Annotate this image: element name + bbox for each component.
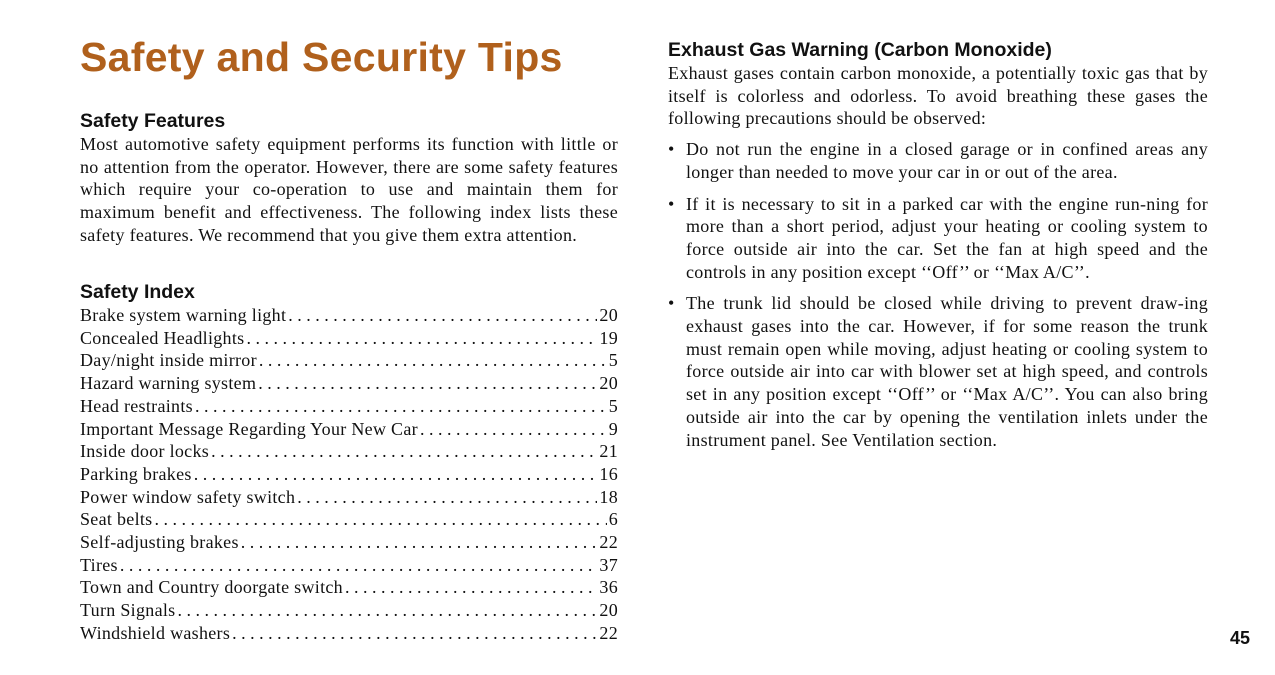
index-page: 20: [599, 600, 618, 621]
page-title: Safety and Security Tips: [80, 34, 563, 80]
index-label: Self-adjusting brakes: [80, 532, 239, 553]
dot-leader: [177, 599, 597, 622]
safety-index-section: [80, 280, 618, 645]
index-entry: [80, 463, 618, 486]
dot-leader: [232, 622, 597, 645]
dot-leader: [241, 531, 598, 554]
index-entry: [80, 622, 618, 645]
index-label: Tires: [80, 554, 118, 575]
dot-leader: [246, 327, 597, 350]
index-label: Seat belts: [80, 509, 153, 530]
index-entry: [80, 554, 618, 577]
index-entry: [80, 349, 618, 372]
dot-leader: [345, 576, 597, 599]
index-page: 9: [608, 418, 618, 439]
index-label: Brake system warning light: [80, 305, 287, 325]
index-entry: [80, 440, 618, 463]
dot-leader: [259, 349, 607, 372]
dot-leader: [195, 395, 607, 418]
index-label: Power window safety switch: [80, 486, 296, 507]
index-label: Day/night inside mirror: [80, 350, 257, 371]
precaution-text: The trunk lid should be closed while driving to prevent draw-ing exhaust gases into the car. However, if for some reason the trunk must remain open while moving, adjust heating or cooling system to force outside air into car with blower set at high speed, and controls set in any position except ‘‘Off’’ or ‘‘Max A/C’’. You can also bring outside air into the car by opening the ventilation inlets under the instrument panel. See Ventilation section.: [686, 293, 1208, 450]
index-label: Important Message Regarding Your New Car: [80, 418, 418, 439]
safety-features-heading: Safety Features: [80, 110, 226, 132]
dot-leader: [297, 486, 597, 509]
dot-leader: [155, 508, 607, 531]
index-page: 22: [599, 532, 618, 553]
index-page: 20: [599, 305, 618, 325]
precaution-text: If it is necessary to sit in a parked car with the engine run-ning for more than a short period, adjust your heating or cooling system to force outside air into the car. Set the fan at high speed and the controls in any position except ‘‘Off’’ or ‘‘Max A/C’’.: [686, 193, 1208, 282]
index-page: 6: [608, 509, 618, 530]
index-entry: [80, 304, 618, 327]
index-label: Inside door locks: [80, 441, 210, 462]
index-entry: [80, 508, 618, 531]
index-page: 5: [608, 395, 618, 416]
precaution-item: [668, 292, 1208, 451]
safety-features-section: [80, 109, 618, 247]
index-entry: [80, 531, 618, 554]
index-page: 16: [599, 463, 618, 484]
index-page: 36: [599, 577, 618, 598]
exhaust-heading: Exhaust Gas Warning (Carbon Monoxide): [668, 39, 1052, 61]
index-page: 20: [599, 373, 618, 394]
precaution-text: Do not run the engine in a closed garage or in confined areas any longer than needed to move your car in or out of the area.: [686, 139, 1208, 182]
index-label: Parking brakes: [80, 463, 192, 484]
index-page: 21: [599, 441, 618, 462]
index-entry: [80, 486, 618, 509]
bullet-icon: •: [668, 139, 675, 160]
index-entry: [80, 395, 618, 418]
bullet-icon: •: [668, 293, 675, 314]
index-entry: [80, 418, 618, 441]
index-label: Town and Country doorgate switch: [80, 577, 343, 598]
index-label: Head restraints: [80, 395, 193, 416]
index-label: Concealed Headlights: [80, 327, 245, 348]
dot-leader: [420, 418, 607, 441]
index-entry: [80, 372, 618, 395]
dot-leader: [211, 440, 597, 463]
safety-index-heading: Safety Index: [80, 281, 195, 303]
index-page: 37: [599, 554, 618, 575]
precaution-item: [668, 193, 1208, 284]
safety-index-list: [80, 304, 618, 645]
dot-leader: [258, 372, 597, 395]
dot-leader: [288, 304, 597, 327]
exhaust-warning-section: [668, 38, 1208, 460]
index-page: 5: [608, 350, 618, 371]
index-label: Windshield washers: [80, 622, 231, 643]
dot-leader: [120, 554, 598, 577]
index-entry: [80, 576, 618, 599]
index-page: 22: [599, 622, 618, 643]
precaution-item: [668, 138, 1208, 183]
index-entry: [80, 327, 618, 350]
index-entry: [80, 599, 618, 622]
safety-features-body: Most automotive safety equipment performs its function with little or no attention from the operator. However, there are some safety features which require your co-operation to use and maintain them for maximum benefit and effectiveness. The following index lists these safety features. We recommend that you give them extra attention.: [80, 134, 618, 245]
precautions-list: [668, 138, 1208, 451]
page-number: 45: [1230, 628, 1251, 648]
index-label: Turn Signals: [80, 600, 176, 621]
exhaust-intro: Exhaust gases contain carbon monoxide, a potentially toxic gas that by itself is colorless and odorless. To avoid breathing these gases the following precautions should be observed:: [668, 63, 1208, 129]
index-page: 19: [599, 327, 618, 348]
index-label: Hazard warning system: [80, 373, 257, 394]
index-page: 18: [599, 486, 618, 507]
bullet-icon: •: [668, 193, 675, 214]
dot-leader: [194, 463, 598, 486]
